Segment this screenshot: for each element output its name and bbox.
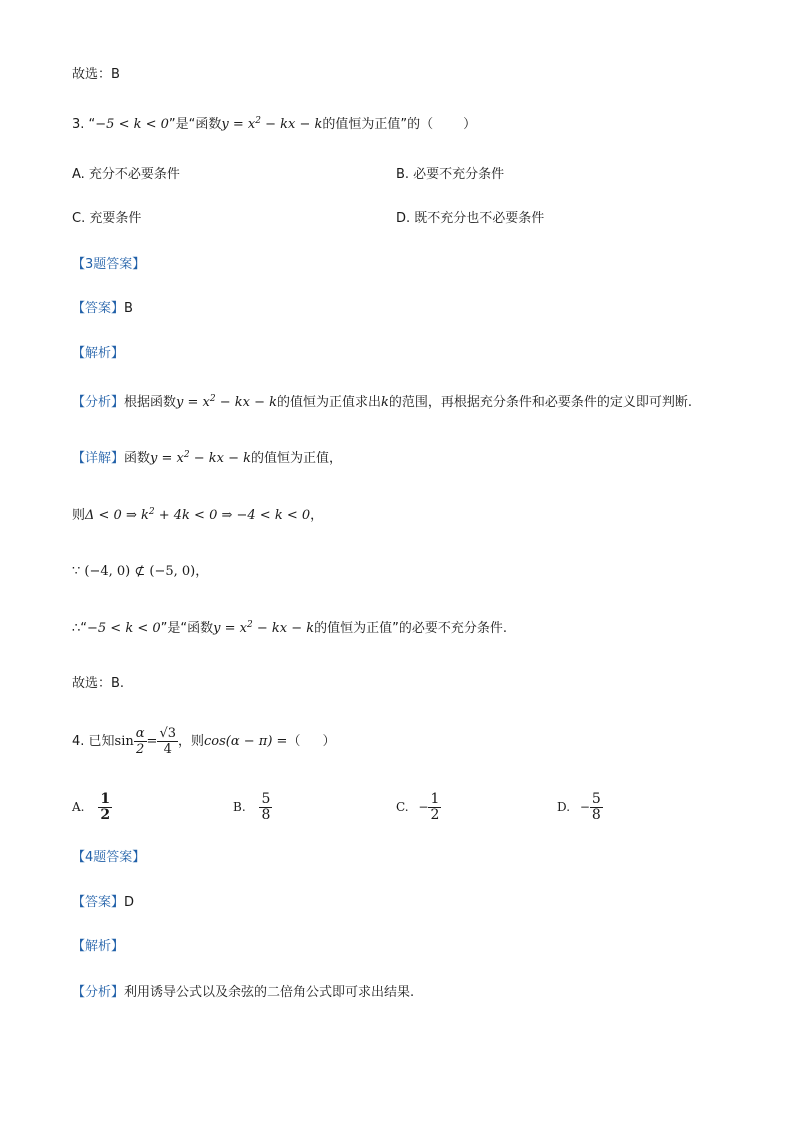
option-c: C. 充要条件 <box>72 211 142 226</box>
option-a: A. 充分不必要条件 <box>72 167 180 182</box>
detail-tag: 【详解】 <box>72 451 125 466</box>
answer-header-4: 【4题答案】 <box>72 850 146 865</box>
q4-option-c: C. − $\frac{1}{2}$ <box>396 791 440 823</box>
answer-value: B <box>124 301 133 316</box>
stem-text-tail: 的值恒为正值”的（ <box>322 117 434 132</box>
option-b: B. 必要不充分条件 <box>396 167 505 182</box>
analysis-summary-3: 【分析】根据函数$y = x^2$ − kx − k的值恒为正值求出k的范围，再根据充分条件和必要条件的定义即可判断. <box>72 394 693 410</box>
answer-header-3: 【3题答案】 <box>72 257 146 272</box>
final-choice-3: 故选：B. <box>72 676 125 691</box>
analysis-summary-4: 【分析】利用诱导公式以及余弦的二倍角公式即可求出结果. <box>72 985 415 1000</box>
solution-step-1: 则Δ < 0 ⇒ $k^2 + 4k < 0$ ⇒ −4 < k < 0， <box>72 507 324 523</box>
answer-line-3 <box>72 300 133 318</box>
answer-tag: 【答案】 <box>72 301 125 316</box>
answer-line-4: 【答案】D <box>72 895 135 910</box>
detailed-solution-3: 【详解】函数$y = x^2$ − kx − k的值恒为正值， <box>72 450 343 466</box>
question-3-stem <box>72 116 476 134</box>
previous-answer-choice: 故选：B <box>72 67 120 82</box>
analysis-header-4: 【解析】 <box>72 939 125 954</box>
answer-blank: ） <box>463 117 477 132</box>
q4-option-a: A. $\frac{1}{2}$ <box>72 791 111 823</box>
solution-conclusion: ∴“−5 < k < 0”是“函数$y = x^2$ − kx − k的值恒为正值”的必要不充分条件. <box>72 620 507 636</box>
solution-step-2: ∵ (−4, 0) ⊄ (−5, 0)， <box>72 564 209 579</box>
condition-expression: −5 < k < 0 <box>95 117 169 132</box>
function-expression: $y = x^2$ − kx − k <box>221 116 323 132</box>
summary-tag: 【分析】 <box>72 395 125 410</box>
stem-text: ”是“函数 <box>168 117 222 132</box>
q4-option-b: B. $\frac{5}{8}$ <box>233 791 271 823</box>
analysis-header-3: 【解析】 <box>72 346 125 361</box>
q4-option-d: D. − $\frac{5}{8}$ <box>557 791 601 823</box>
question-number: 3. “ <box>72 117 96 132</box>
question-4-stem: 4. 已知sin $\frac{\alpha}{2}$ = $\frac{√3}{4}$ ，则cos(α − π) =（ ） <box>72 726 336 757</box>
option-d: D. 既不充分也不必要条件 <box>396 211 545 226</box>
